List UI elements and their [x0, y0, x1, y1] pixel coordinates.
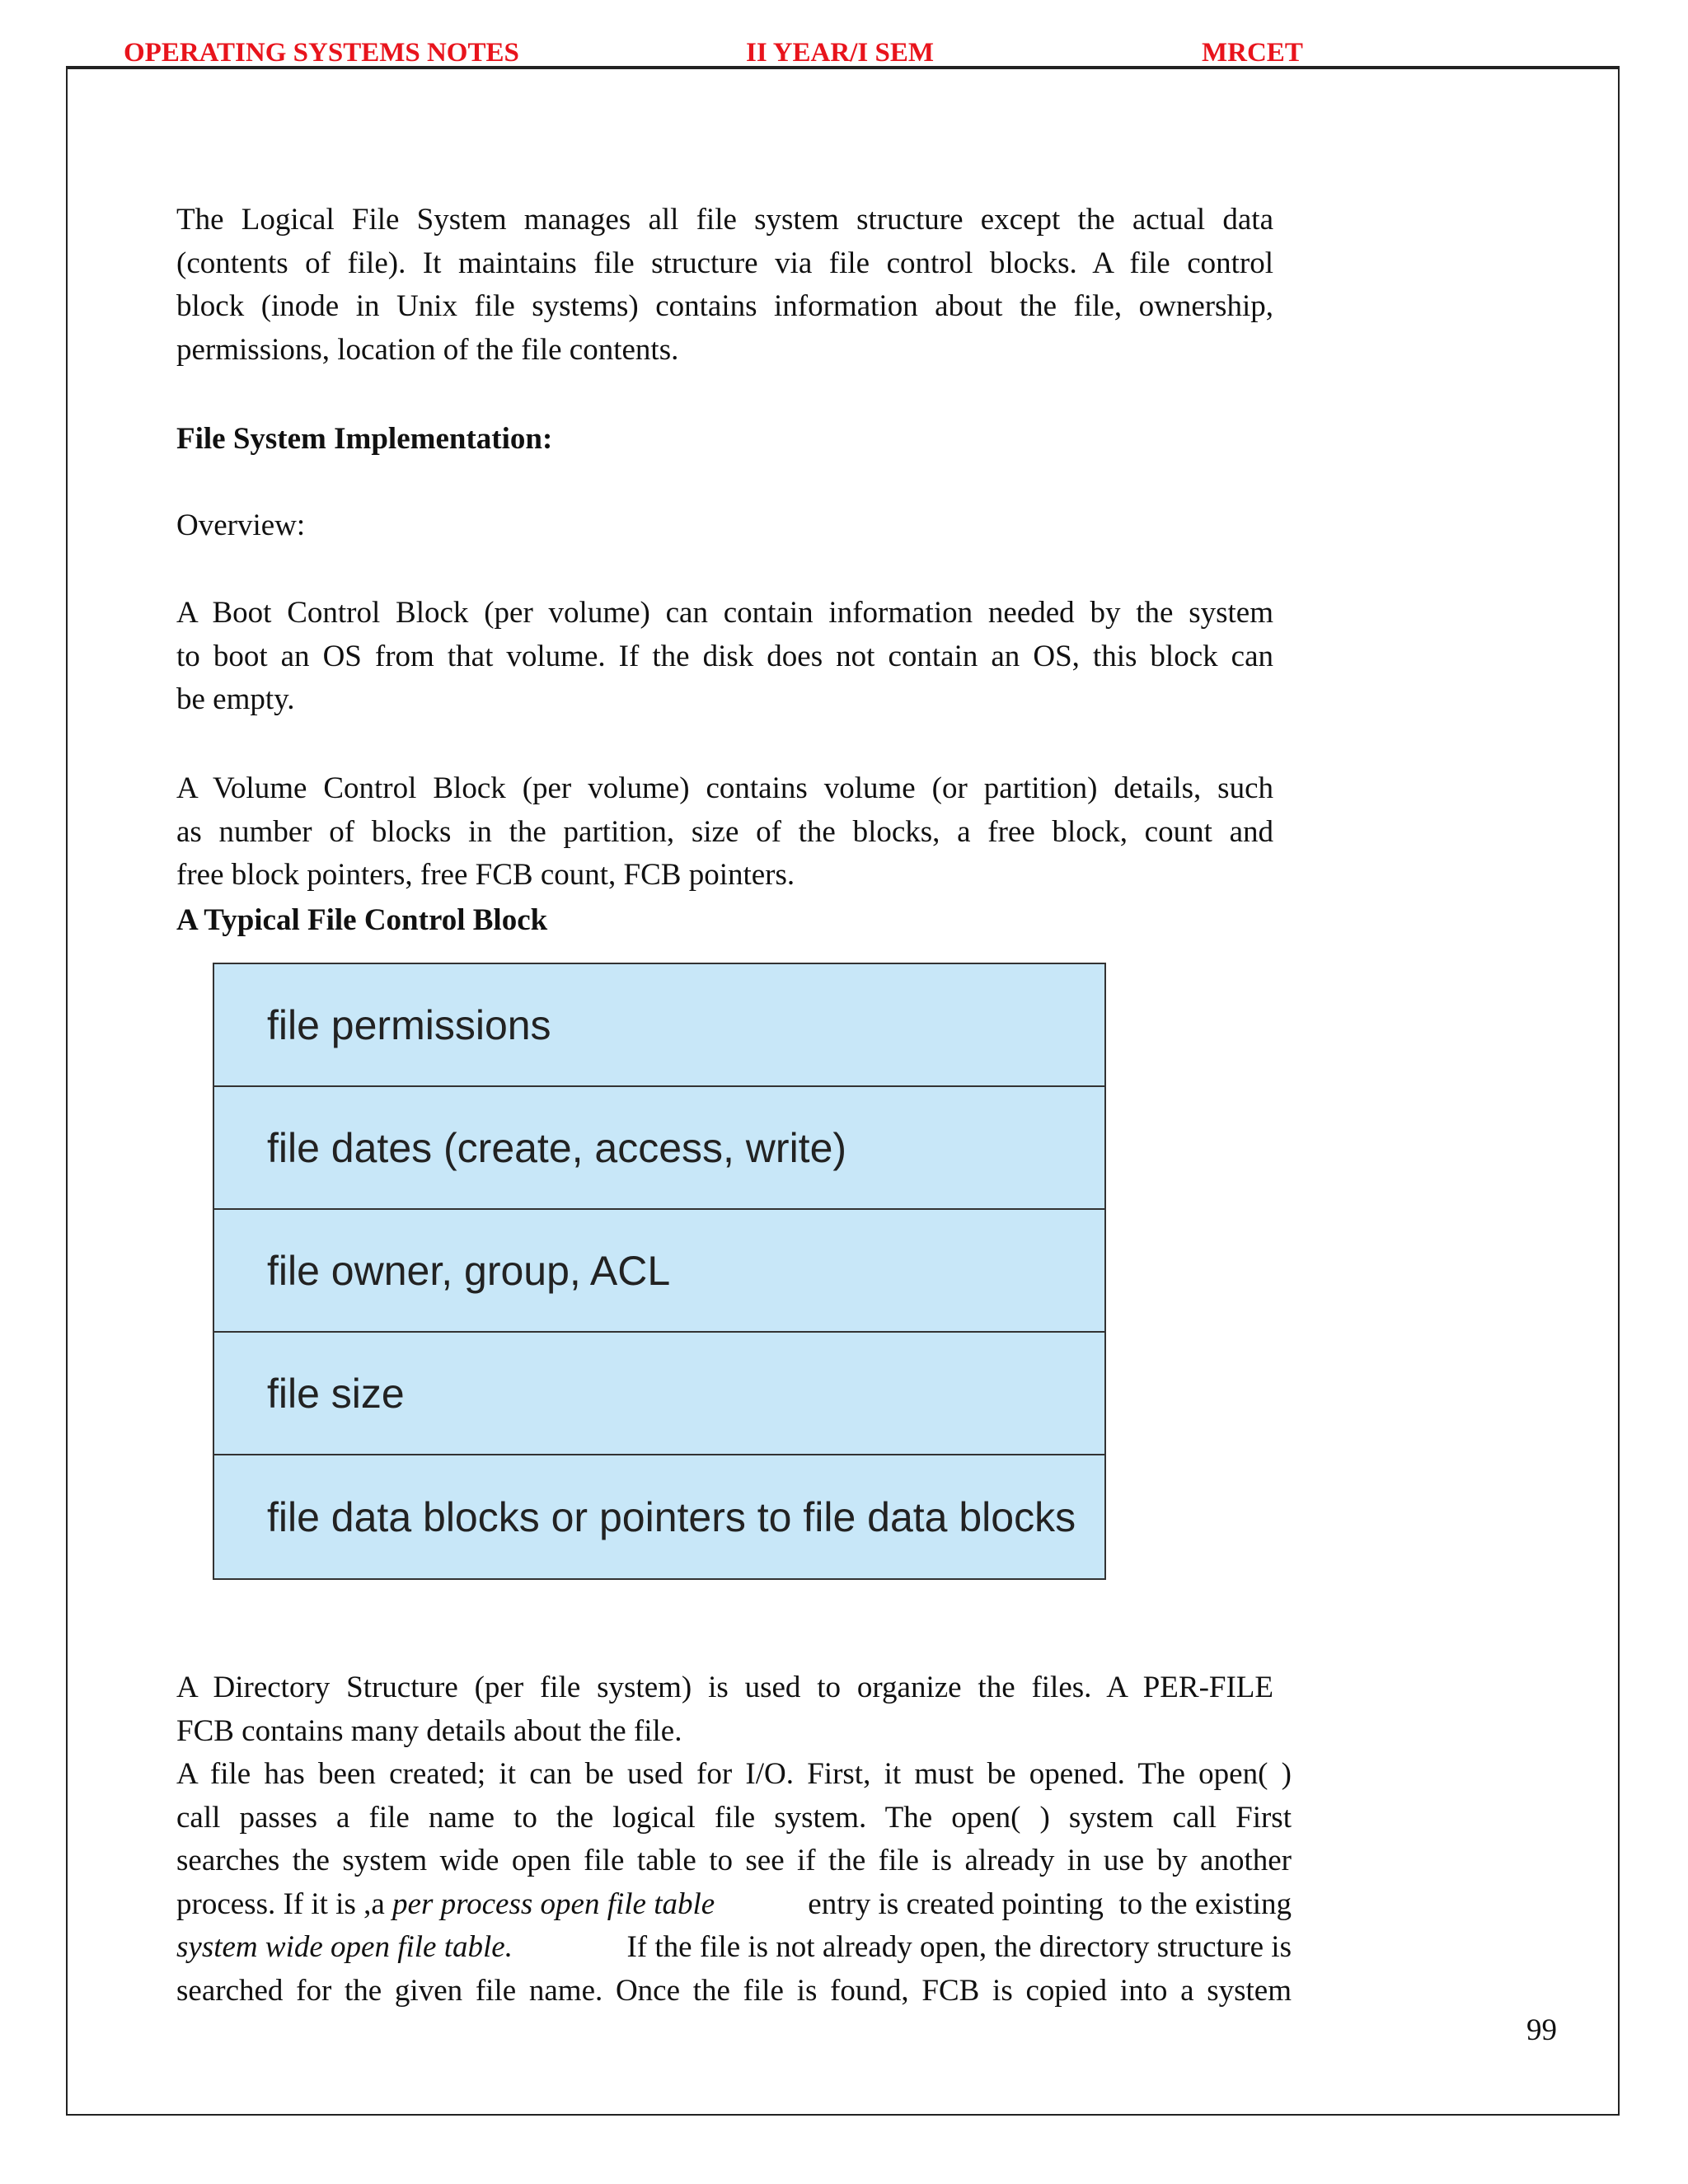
- paragraph-line: permissions, location of the file contents.: [176, 333, 679, 367]
- file-control-block-diagram: [213, 963, 1106, 1580]
- paragraph-line: block (inode in Unix file systems) contains information about the file, ownership,: [176, 289, 1273, 323]
- fcb-row-permissions: file permissions: [214, 964, 1104, 1087]
- paragraph-line: searched for the given file name. Once the file is found, FCB is copied into a system: [176, 1974, 1292, 2008]
- text-run: If the file is not already open, the directory structure is: [619, 1930, 1292, 1964]
- paragraph-line: A Boot Control Block (per volume) can contain information needed by the system: [176, 596, 1273, 630]
- paragraph-line: free block pointers, free FCB count, FCB pointers.: [176, 858, 795, 892]
- paragraph-line: [176, 1886, 1292, 1923]
- paragraph-line: A Directory Structure (per file system) is used to organize the files. A PER-FILE: [176, 1671, 1273, 1704]
- figure-title: A Typical File Control Block: [176, 903, 548, 937]
- fcb-row-data-blocks: file data blocks or pointers to file data blocks: [267, 1493, 1076, 1540]
- paragraph-line: [176, 1929, 1292, 1966]
- text-run: entry is created pointing to the existing: [800, 1887, 1292, 1921]
- paragraph-line: searches the system wide open file table to see if the file is already in use by another: [176, 1844, 1292, 1877]
- paragraph-line: FCB contains many details about the file.: [176, 1714, 682, 1748]
- paragraph-line: (contents of file). It maintains file structure via file control blocks. A file control: [176, 246, 1273, 280]
- page-number: 99: [1526, 2013, 1557, 2047]
- section-heading: File System Implementation:: [176, 422, 553, 456]
- paragraph-line: call passes a file name to the logical file system. The open( ) system call First: [176, 1801, 1292, 1835]
- header-year: II YEAR/I SEM: [746, 38, 934, 68]
- paragraph-line: be empty.: [176, 682, 295, 716]
- italic-term: per process open file table: [392, 1887, 715, 1921]
- fcb-row-owner: file owner, group, ACL: [214, 1210, 1104, 1333]
- header-course: OPERATING SYSTEMS NOTES: [124, 38, 519, 68]
- fcb-row-size: file size: [214, 1333, 1104, 1455]
- paragraph-line: to boot an OS from that volume. If the disk does not contain an OS, this block can: [176, 640, 1273, 673]
- text-run: process. If it is ,a: [176, 1887, 393, 1921]
- paragraph-line: A file has been created; it can be used for I/O. First, it must be opened. The open( ): [176, 1757, 1292, 1791]
- paragraph-line: as number of blocks in the partition, size of the blocks, a free block, count and: [176, 815, 1273, 849]
- paragraph-line: The Logical File System manages all file system structure except the actual data: [176, 203, 1273, 237]
- italic-term: system wide open file table.: [176, 1930, 513, 1964]
- header-college: MRCET: [1202, 38, 1303, 68]
- paragraph-line: A Volume Control Block (per volume) contains volume (or partition) details, such: [176, 771, 1273, 805]
- overview-label: Overview:: [176, 509, 306, 542]
- fcb-row-dates: file dates (create, access, write): [214, 1087, 1104, 1210]
